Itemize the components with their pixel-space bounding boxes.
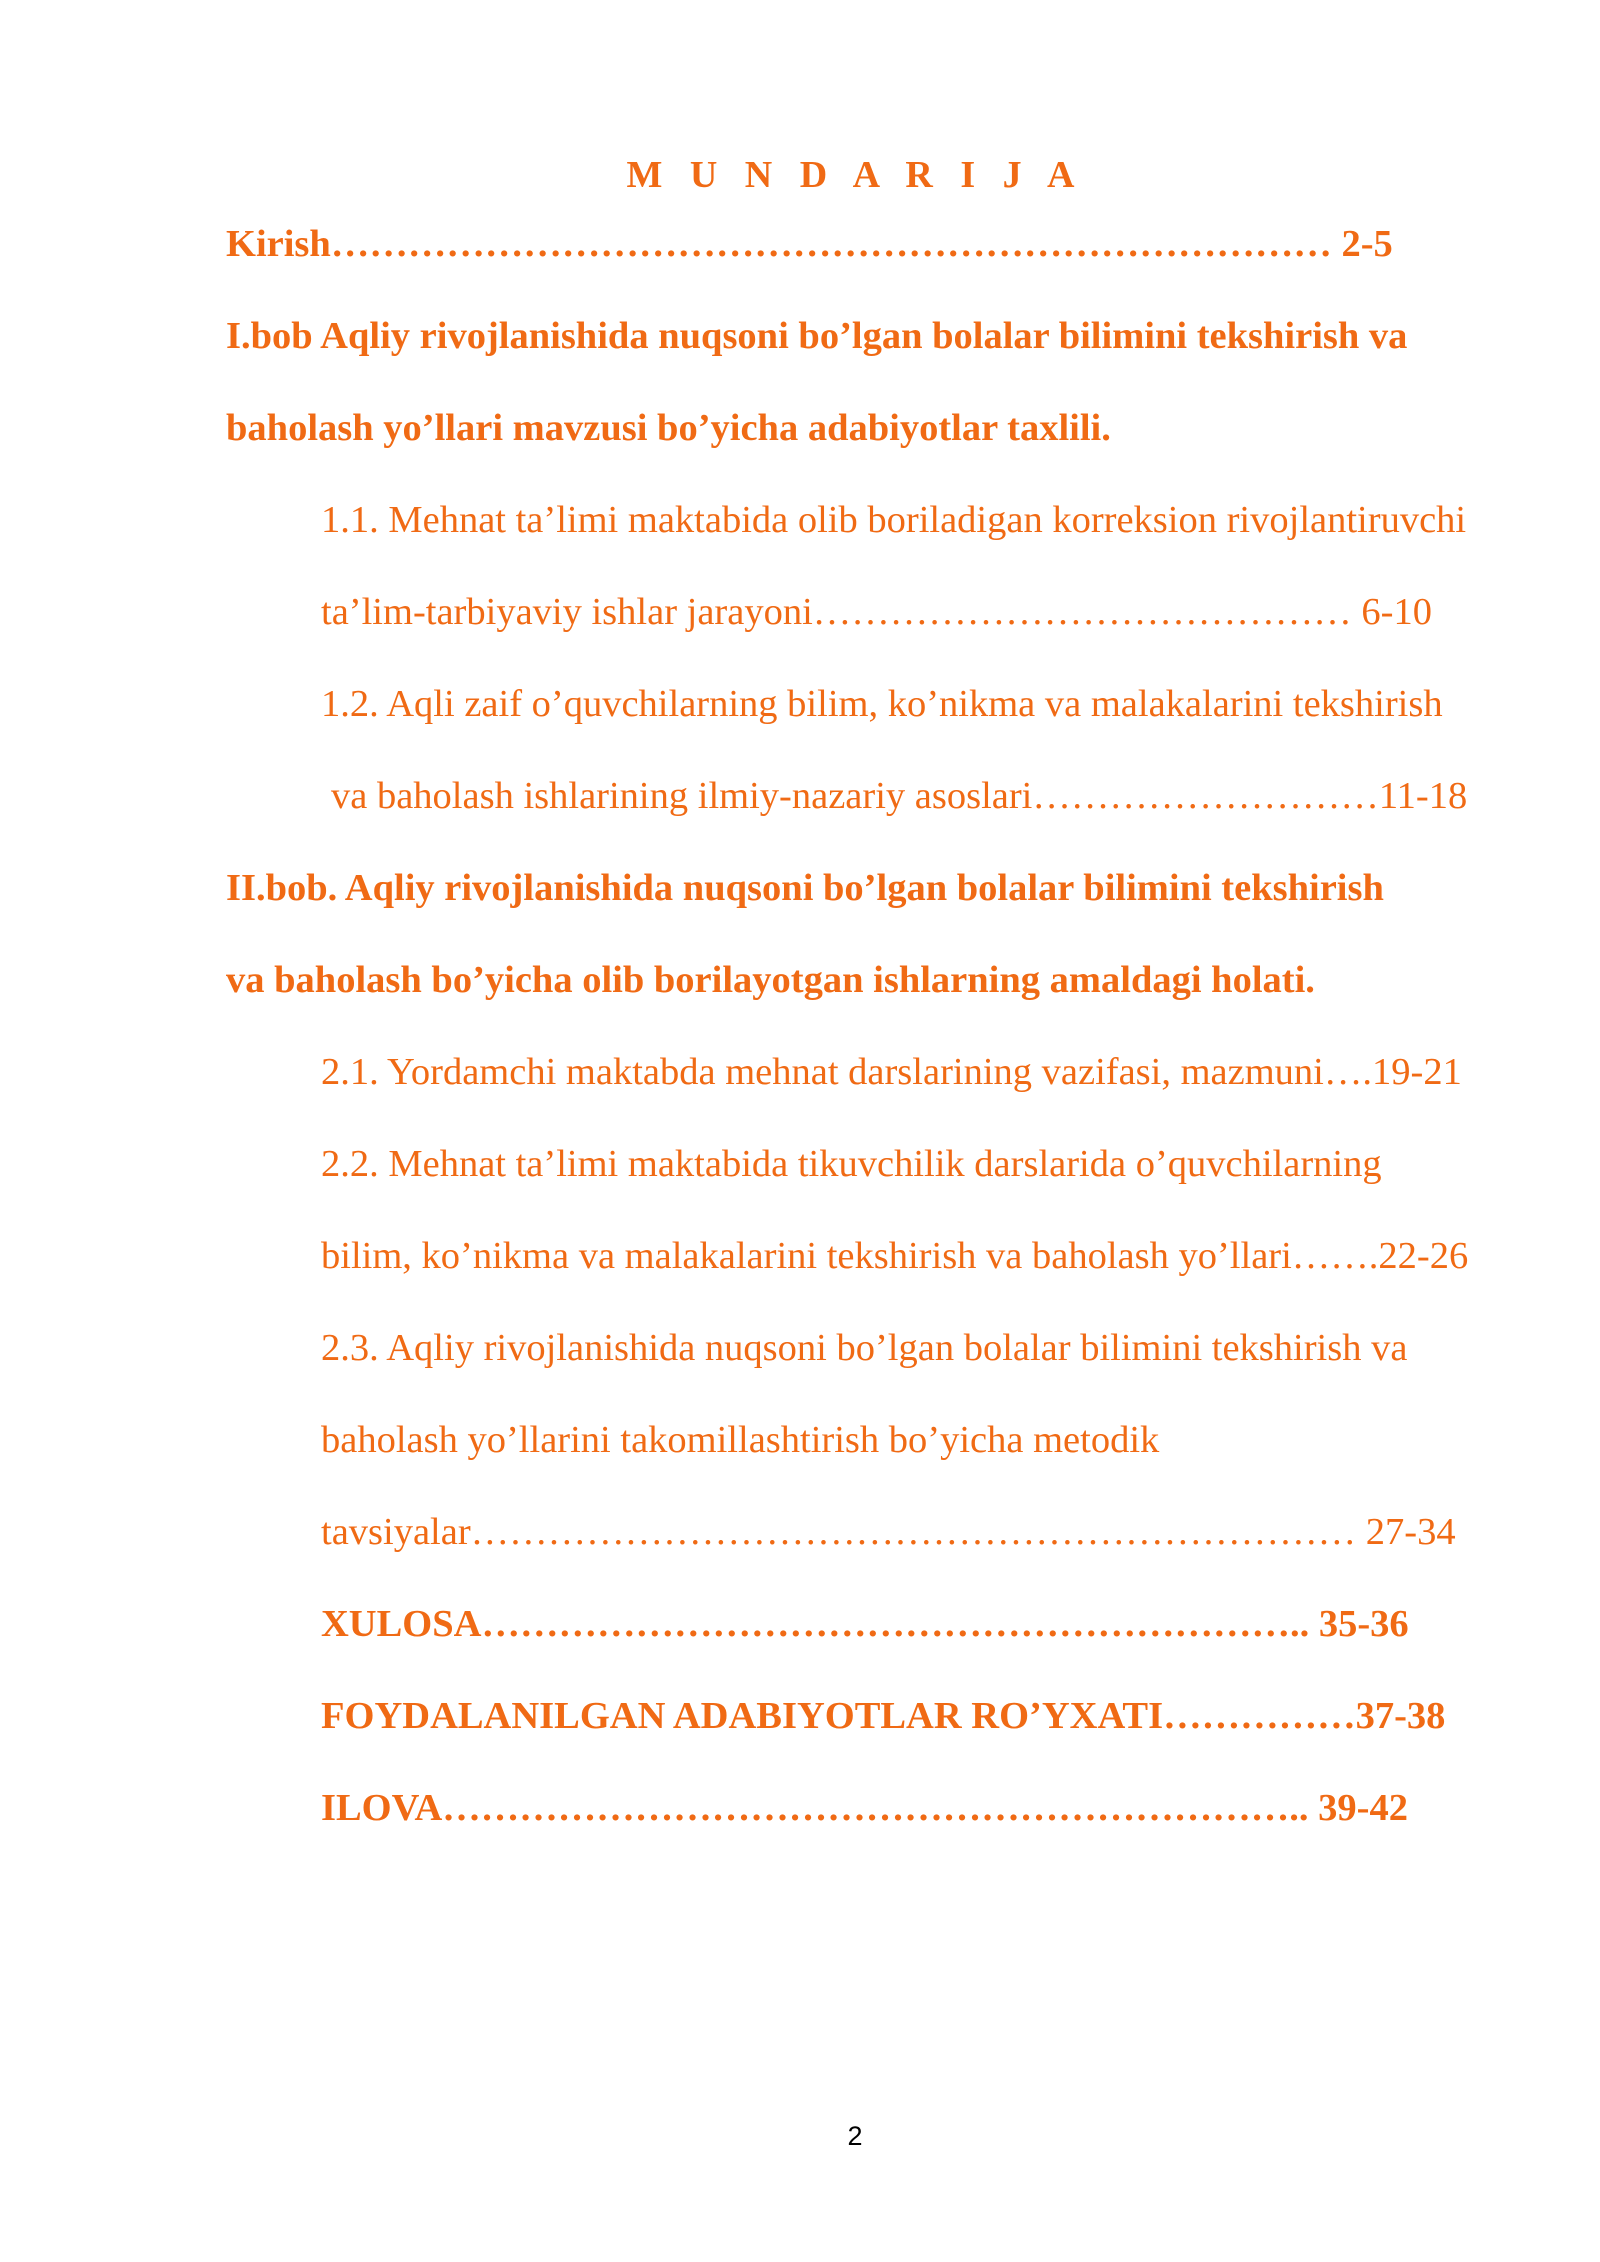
page-number: 2	[847, 2121, 863, 2151]
toc-chapter-2-line-2: va baholash bo’yicha olib borilayotgan ishlarning amaldagi holati.	[226, 959, 1315, 1001]
toc-section-1-2-line-2: va baholash ishlarining ilmiy-nazariy asoslari………………………11-18	[331, 775, 1468, 817]
toc-section-2-3-line-1: 2.3. Aqliy rivojlanishida nuqsoni bo’lgan bolalar bilimini tekshirish va	[321, 1327, 1408, 1369]
toc-section-2-1: 2.1. Yordamchi maktabda mehnat darslarining vazifasi, mazmuni….19-21	[321, 1051, 1462, 1093]
toc-chapter-2-line-1: II.bob. Aqliy rivojlanishida nuqsoni bo’lgan bolalar bilimini tekshirish	[226, 867, 1384, 909]
toc-section-1-2-line-1: 1.2. Aqli zaif o’quvchilarning bilim, ko’nikma va malakalarini tekshirish	[321, 683, 1443, 725]
toc-chapter-1-line-2: baholash yo’llari mavzusi bo’yicha adabiyotlar taxlili.	[226, 407, 1111, 449]
toc-section-2-3-line-3: tavsiyalar…………………………………………………………… 27-34	[321, 1511, 1456, 1553]
toc-entry-kirish: Kirish…………………………………………………………………… 2-5	[226, 223, 1393, 265]
toc-entry-ilova: ILOVA………………………………………………………….. 39-42	[321, 1787, 1408, 1829]
page-title: M U N D A R I J A	[626, 154, 1084, 196]
toc-section-2-2-line-1: 2.2. Mehnat ta’limi maktabida tikuvchilik darslarida o’quvchilarning	[321, 1143, 1382, 1185]
toc-section-1-1-line-1: 1.1. Mehnat ta’limi maktabida olib boriladigan korreksion rivojlantiruvchi	[321, 499, 1467, 541]
toc-chapter-1-line-1: I.bob Aqliy rivojlanishida nuqsoni bo’lgan bolalar bilimini tekshirish va	[226, 315, 1408, 357]
toc-section-2-2-line-2: bilim, ko’nikma va malakalarini tekshirish va baholash yo’llari…….22-26	[321, 1235, 1469, 1277]
toc-entry-references: FOYDALANILGAN ADABIYOTLAR RO’YXATI……………37-38	[321, 1695, 1446, 1737]
toc-entry-xulosa: XULOSA……………………………………………………….. 35-36	[321, 1603, 1409, 1645]
toc-section-2-3-line-2: baholash yo’llarini takomillashtirish bo’yicha metodik	[321, 1419, 1160, 1461]
toc-section-1-1-line-2: ta’lim-tarbiyaviy ishlar jarayoni…………………………………… 6-10	[321, 591, 1432, 633]
